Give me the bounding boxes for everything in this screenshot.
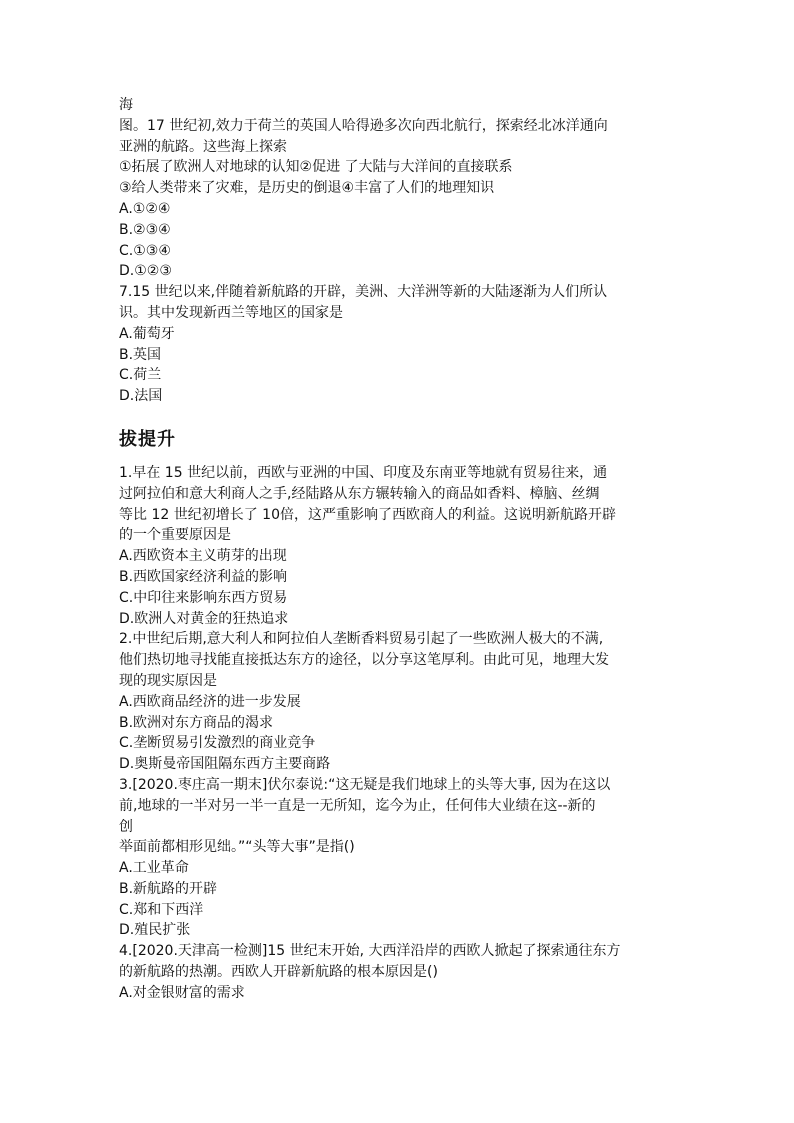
questions-block-1 [119,95,679,407]
text-line: A.对金银财富的需求 [119,984,245,1001]
text-line: D.奥斯曼帝国阻隔东西方主要商路 [119,756,331,773]
text-line: C.垄断贸易引发激烈的商业竞争 [119,735,316,752]
text-line: 1.早在 15 世纪以前，西欧与亚洲的中国、印度及东南亚等地就有贸易往来，通 [119,464,608,481]
text-line: 他们热切地寻找能直接抵达东方的途径，以分享这笔厚利。由此可见，地理大发 [119,652,609,669]
text-line: 7.15 世纪以来,伴随着新航路的开辟，美洲、大洋洲等新的大陆逐渐为人们所认 [119,284,608,301]
text-line: 前,地球的一半对另一半一直是一无所知，迄今为止，任何伟大业绩在这--新的 [119,797,596,814]
text-line: C.郑和下西洋 [119,901,204,918]
text-line: A.葡萄牙 [119,325,175,342]
text-line: 2.中世纪后期,意大利人和阿拉伯人垄断香料贸易引起了一些欧洲人极大的不满, [119,631,604,648]
text-line: ③给人类带来了灾难，是历史的倒退④丰富了人们的地理知识 [119,180,495,197]
text-line: 的新航路的热潮。西欧人开辟新航路的根本原因是() [119,964,438,981]
text-line: D.法国 [119,388,163,405]
questions-block-2 [119,463,679,1004]
text-line: 3.[2020.枣庄高一期末]伏尔泰说:“这无疑是我们地球上的头等大事, 因为在这以 [119,776,611,793]
text-line: D.欧洲人对黄金的狂热追求 [119,610,289,627]
text-line: 海 [119,97,133,113]
section-title: 拔提升 [119,428,176,450]
text-line: B.西欧国家经济利益的影响 [119,568,288,585]
text-line: 过阿拉伯和意大利商人之手,经陆路从东方辗转输入的商品如香料、樟脑、丝绸 [119,485,600,502]
text-line: 等比 12 世纪初增长了 10倍，这严重影响了西欧商人的利益。这说明新航路开辟 [119,506,616,523]
text-line: A.①②④ [119,200,171,217]
text-line: 亚洲的航路。这些海上探索 [119,138,287,155]
text-line: B.②③④ [119,221,171,238]
text-line: D.殖民扩张 [119,922,191,939]
text-line: 现的现实原因是 [119,672,217,689]
text-line: B.欧洲对东方商品的渴求 [119,714,274,731]
text-line: B.英国 [119,346,162,363]
text-line: A.西欧商品经济的进一步发展 [119,693,301,710]
text-line: D.①②③ [119,263,172,280]
text-line: 4.[2020.天津高一检测]15 世纪末开始, 大西洋沿岸的西欧人掀起了探索通往东方 [119,943,621,960]
text-line: 的一个重要原因是 [119,527,231,544]
text-line: C.①③④ [119,242,171,259]
text-line: C.荷兰 [119,367,162,384]
text-line: A.西欧资本主义萌芽的出现 [119,548,287,565]
text-line: A.工业革命 [119,860,189,877]
text-line: B.新航路的开辟 [119,880,218,897]
text-line: C.中印往来影响东西方贸易 [119,589,288,606]
text-line: 举面前都相形见绌。”“头等大事”是指() [119,839,355,856]
text-line: 识。其中发现新西兰等地区的国家是 [119,304,343,321]
text-line: 图。17 世纪初,效力于荷兰的英国人哈得逊多次向西北航行，探索经北冰洋通向 [119,117,608,134]
text-line: ①拓展了欧洲人对地球的认知②促进 了大陆与大洋间的直接联系 [119,159,513,176]
document-page [119,95,679,1004]
text-line: 创 [119,818,133,835]
